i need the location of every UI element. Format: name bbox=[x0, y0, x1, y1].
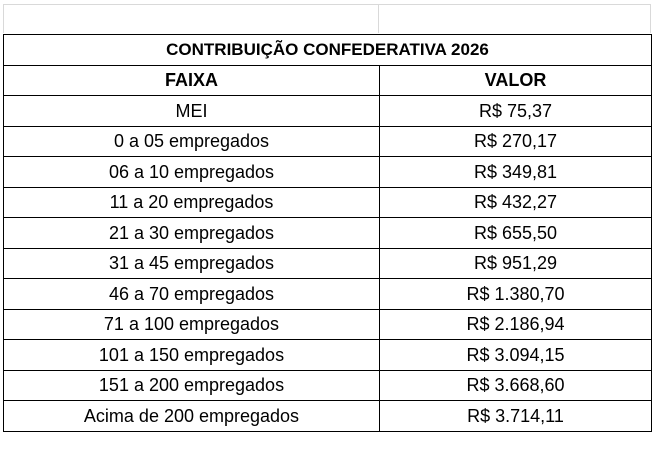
table-header-row bbox=[4, 65, 652, 96]
faixa-cell[interactable]: 101 a 150 empregados bbox=[4, 340, 380, 371]
valor-cell[interactable]: R$ 655,50 bbox=[380, 218, 652, 249]
valor-cell[interactable]: R$ 270,17 bbox=[380, 126, 652, 157]
faixa-cell[interactable]: 06 a 10 empregados bbox=[4, 157, 380, 188]
table-row bbox=[4, 187, 652, 218]
table-row bbox=[4, 340, 652, 371]
valor-cell[interactable]: R$ 3.668,60 bbox=[380, 370, 652, 401]
table-row bbox=[4, 370, 652, 401]
empty-spreadsheet-row bbox=[3, 4, 651, 33]
faixa-cell[interactable]: 151 a 200 empregados bbox=[4, 370, 380, 401]
valor-cell[interactable]: R$ 3.094,15 bbox=[380, 340, 652, 371]
valor-cell[interactable]: R$ 2.186,94 bbox=[380, 309, 652, 340]
valor-cell[interactable]: R$ 349,81 bbox=[380, 157, 652, 188]
faixa-cell[interactable]: 46 a 70 empregados bbox=[4, 279, 380, 310]
faixa-cell[interactable]: Acima de 200 empregados bbox=[4, 401, 380, 432]
valor-cell[interactable]: R$ 3.714,11 bbox=[380, 401, 652, 432]
faixa-cell[interactable]: 71 a 100 empregados bbox=[4, 309, 380, 340]
faixa-cell[interactable]: 21 a 30 empregados bbox=[4, 218, 380, 249]
contribution-table bbox=[3, 34, 652, 432]
faixa-cell[interactable]: MEI bbox=[4, 96, 380, 127]
column-header-valor[interactable]: VALOR bbox=[380, 65, 652, 96]
table-title[interactable]: CONTRIBUIÇÃO CONFEDERATIVA 2026 bbox=[4, 35, 652, 66]
table-row bbox=[4, 279, 652, 310]
table-row bbox=[4, 401, 652, 432]
table-row bbox=[4, 96, 652, 127]
valor-cell[interactable]: R$ 75,37 bbox=[380, 96, 652, 127]
table-row bbox=[4, 248, 652, 279]
faixa-cell[interactable]: 11 a 20 empregados bbox=[4, 187, 380, 218]
valor-cell[interactable]: R$ 432,27 bbox=[380, 187, 652, 218]
table-row bbox=[4, 126, 652, 157]
valor-cell[interactable]: R$ 1.380,70 bbox=[380, 279, 652, 310]
valor-cell[interactable]: R$ 951,29 bbox=[380, 248, 652, 279]
table-title-row bbox=[4, 35, 652, 66]
empty-cell[interactable] bbox=[3, 5, 379, 33]
table-row bbox=[4, 309, 652, 340]
table-row bbox=[4, 157, 652, 188]
column-header-faixa[interactable]: FAIXA bbox=[4, 65, 380, 96]
table-row bbox=[4, 218, 652, 249]
empty-cell[interactable] bbox=[379, 5, 651, 33]
faixa-cell[interactable]: 0 a 05 empregados bbox=[4, 126, 380, 157]
faixa-cell[interactable]: 31 a 45 empregados bbox=[4, 248, 380, 279]
